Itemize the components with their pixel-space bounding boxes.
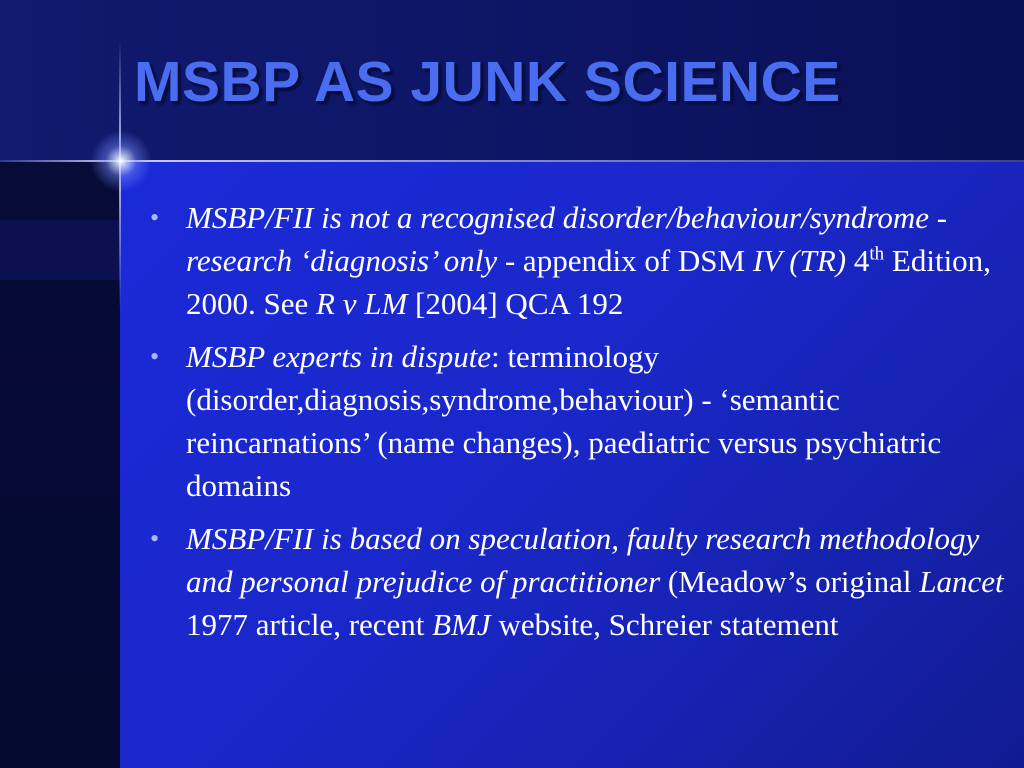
- bullet-icon: •: [150, 342, 160, 371]
- star-glow-icon: [90, 130, 152, 192]
- bullet-1-italic-claim: MSBP/FII is not a recognised disorder/behaviour/syndrome - research ‘diagnosis’ only: [186, 200, 948, 278]
- bullet-1-superscript: th: [869, 243, 885, 265]
- bullet-1-dsm-version: IV (TR): [752, 243, 847, 278]
- bullet-3-journal-bmj: BMJ: [432, 607, 491, 642]
- bullet-2-text: : terminology (disorder,diagnosis,syndrome,behaviour) - ‘semantic reincarnations’ (name changes), paediatric versus psychiatric domains: [186, 339, 942, 503]
- bullet-item-3: [150, 517, 1010, 646]
- bullet-icon: •: [150, 203, 160, 232]
- bullet-2-italic-claim: MSBP experts in dispute: [186, 339, 492, 374]
- slide-title: MSBP AS JUNK SCIENCE: [134, 50, 841, 114]
- bullet-3-journal-lancet: Lancet: [919, 564, 1004, 599]
- left-strip-band: [0, 220, 120, 280]
- bullet-1-citation: [2004] QCA 192: [407, 286, 624, 321]
- bullet-item-1: [150, 196, 1010, 325]
- bullet-1-text: - appendix of DSM: [497, 243, 753, 278]
- bullet-3-italic-claim: MSBP/FII is based on speculation, faulty research methodology and personal prejudice of practitioner: [186, 521, 980, 599]
- bullet-3-text: (Meadow’s original: [660, 564, 920, 599]
- bullet-icon: •: [150, 524, 160, 553]
- bullet-1-edition-number: 4: [846, 243, 870, 278]
- bullet-item-2: [150, 335, 1010, 507]
- bullet-1-case-name: R v LM: [316, 286, 408, 321]
- bullet-3-text-3: website, Schreier statement: [490, 607, 839, 642]
- bullet-3-text-2: 1977 article, recent: [186, 607, 433, 642]
- bullet-list: [150, 196, 1010, 656]
- horizontal-light-line: [0, 160, 1024, 162]
- bullet-1-edition-text: Edition, 2000. See: [186, 243, 991, 321]
